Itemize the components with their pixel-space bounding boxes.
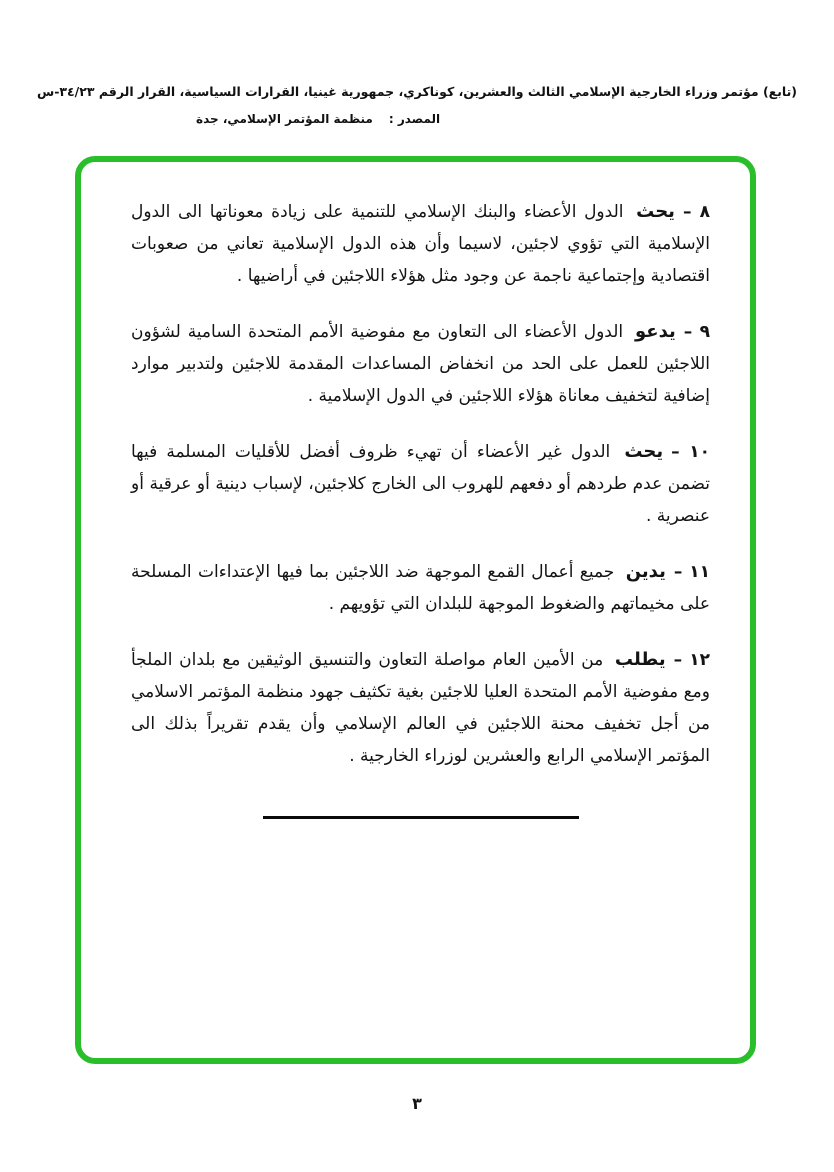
resolution-item-11 bbox=[131, 556, 710, 620]
separator-line bbox=[263, 816, 579, 819]
item-number: ١٠ – bbox=[671, 442, 710, 462]
item-text: من الأمين العام مواصلة التعاون والتنسيق الوثيقين مع بلدان الملجأ ومع مفوضية الأمم المتحدة العليا للاجئين بغية تكثيف جهود منظمة المؤتمر الاسلامي من أجل تخفيف محنة اللاجئين في العالم الإسلامي وأن يقدم تقريراً بذلك الى المؤتمر الإسلامي الرابع والعشرين لوزراء الخارجية . bbox=[131, 650, 710, 766]
item-lead-verb: يدعو bbox=[634, 321, 676, 342]
item-lead-verb: يطلب bbox=[614, 649, 666, 670]
item-lead-verb: يحث bbox=[636, 201, 675, 222]
item-number: ٨ – bbox=[682, 202, 711, 222]
item-text: الدول الأعضاء الى التعاون مع مفوضية الأمم المتحدة السامية لشؤون اللاجئين للعمل على الحد من انخفاض المساعدات المقدمة للاجئين ولتدبير موارد إضافية لتخفيف معاناة هؤلاء اللاجئين في الدول الإسلامية . bbox=[131, 322, 710, 406]
item-lead-verb: يحث bbox=[624, 441, 664, 462]
document-title: (تابع) مؤتمر وزراء الخارجية الإسلامي الثالث والعشرين، كوناكري، جمهورية غينيا، القرارات السياسية، القرار الرقم ٣٤/٢٣-س bbox=[36, 84, 798, 99]
item-number: ١١ – bbox=[673, 562, 711, 582]
source-line bbox=[196, 112, 440, 126]
resolution-item-12 bbox=[131, 644, 710, 772]
resolution-item-9 bbox=[131, 316, 710, 412]
resolution-item-8 bbox=[131, 196, 710, 292]
source-label: المصدر : bbox=[388, 112, 441, 126]
item-number: ١٢ – bbox=[673, 650, 711, 670]
item-text: الدول غير الأعضاء أن تهيء ظروف أفضل للأقليات المسلمة فيها تضمن عدم طردهم أو دفعهم للهروب الى الخارج كلاجئين، لإسباب دينية أو عرقية أو عنصرية . bbox=[131, 442, 710, 526]
resolution-list bbox=[131, 196, 710, 819]
item-text: الدول الأعضاء والبنك الإسلامي للتنمية على زيادة معوناتها الى الدول الإسلامية التي تؤوي لاجئين، لاسيما وأن هذه الدول الإسلامية تعاني من صعوبات اقتصادية وإجتماعية ناجمة عن وجود مثل هؤلاء اللاجئين في أراضيها . bbox=[131, 202, 710, 286]
item-lead-verb: يدين bbox=[625, 561, 666, 582]
source-value: منظمة المؤتمر الإسلامي، جدة bbox=[196, 112, 373, 126]
resolution-item-10 bbox=[131, 436, 710, 532]
item-text: جميع أعمال القمع الموجهة ضد اللاجئين بما فيها الإعتداءات المسلحة على مخيماتهم والضغوط الموجهة للبلدان التي تؤويهم . bbox=[131, 562, 710, 614]
content-frame bbox=[75, 156, 756, 1064]
page-number: ٣ bbox=[412, 1094, 422, 1113]
item-number: ٩ – bbox=[683, 322, 711, 342]
